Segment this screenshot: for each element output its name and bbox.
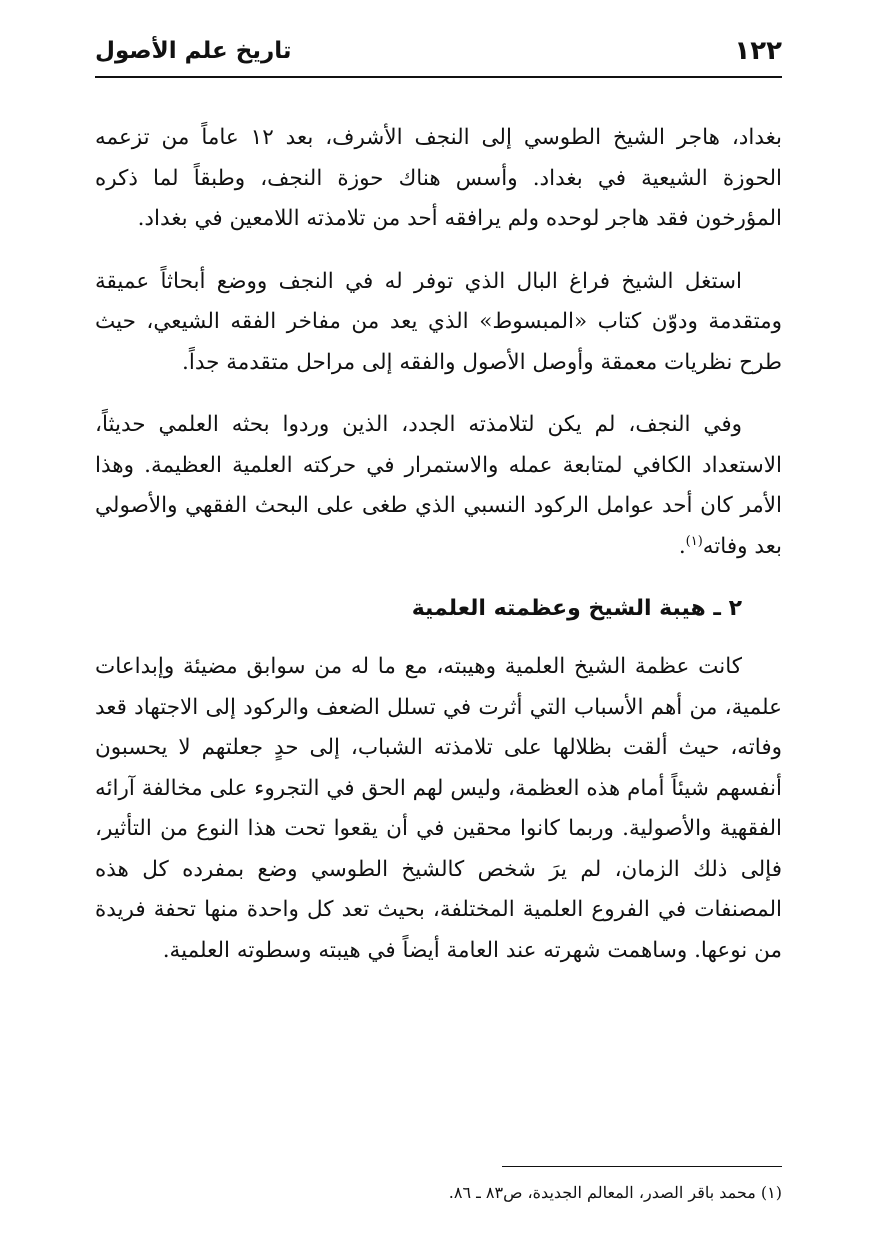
paragraph-4: كانت عظمة الشيخ العلمية وهيبته، مع ما له من سوابق مضيئة وإبداعات علمية، من أهم الأسباب التي أثرت في تسلل الضعف والركود إلى الاجتهاد قعد وفاته، حيث ألقت بظلالها على تلامذته الشباب، إلى حدٍ جعلتهم لا يحسبون أنفسهم شيئاً أمام هذه العظمة، وليس لهم الحق في التجروء على مخالفة آرائه الفقهية والأصولية. وربما كانوا محقين في أن يقعوا تحت هذا النوع من التأثير، فإلى ذلك الزمان، لم يرَ شخص كالشيخ الطوسي وضع بمفرده كل هذه المصنفات في الفروع العلمية المختلفة، بحيث تعد كل واحدة منها تحفة فريدة من نوعها. وساهمت شهرته عند العامة أيضاً في هيبته وسطوته العلمية. [95,654,782,963]
paragraph-3-text: وفي النجف، لم يكن لتلامذته الجدد، الذين وردوا بحثه العلمي حديثاً، الاستعداد الكافي لمتابعة عمله والاستمرار في حركته العلمية العظيمة. وهذا الأمر كان أحد عوامل الركود النسبي الذي طغى على البحث الفقهي والأصولي بعد وفاته [95,412,782,559]
paragraph-2: استغل الشيخ فراغ البال الذي توفر له في النجف ووضع أبحاثاً عميقة ومتقدمة ودوّن كتاب «المبسوط» الذي يعد من مفاخر الفقه الشيعي، حيث طرح نظريات معمقة وأوصل الأصول والفقه إلى مراحل متقدمة جداً. [95,268,782,375]
page-header [95,30,782,78]
footnote-reference[interactable]: (١) [685,533,703,549]
footnote: (١) محمد باقر الصدر، المعالم الجديدة، ص٨٣ ـ ٨٦. [448,1183,782,1202]
section-heading: ٢ ـ هيبة الشيخ وعظمته العلمية [411,596,742,621]
running-title: تاريخ علم الأصول [95,38,292,64]
paragraph-3 [95,405,782,567]
paragraph-1: بغداد، هاجر الشيخ الطوسي إلى النجف الأشرف، بعد ١٢ عاماً من تزعمه الحوزة الشيعية في بغداد. وأسس هناك حوزة النجف، وطبقاً لما ذكره المؤرخون فقد هاجر لوحده ولم يرافقه أحد من تلامذته اللامعين في بغداد. [95,125,782,231]
paragraph-3-end: . [678,533,686,559]
footnote-divider [502,1166,782,1167]
page-number: ١٢٢ [734,36,782,66]
page-body [95,118,782,993]
